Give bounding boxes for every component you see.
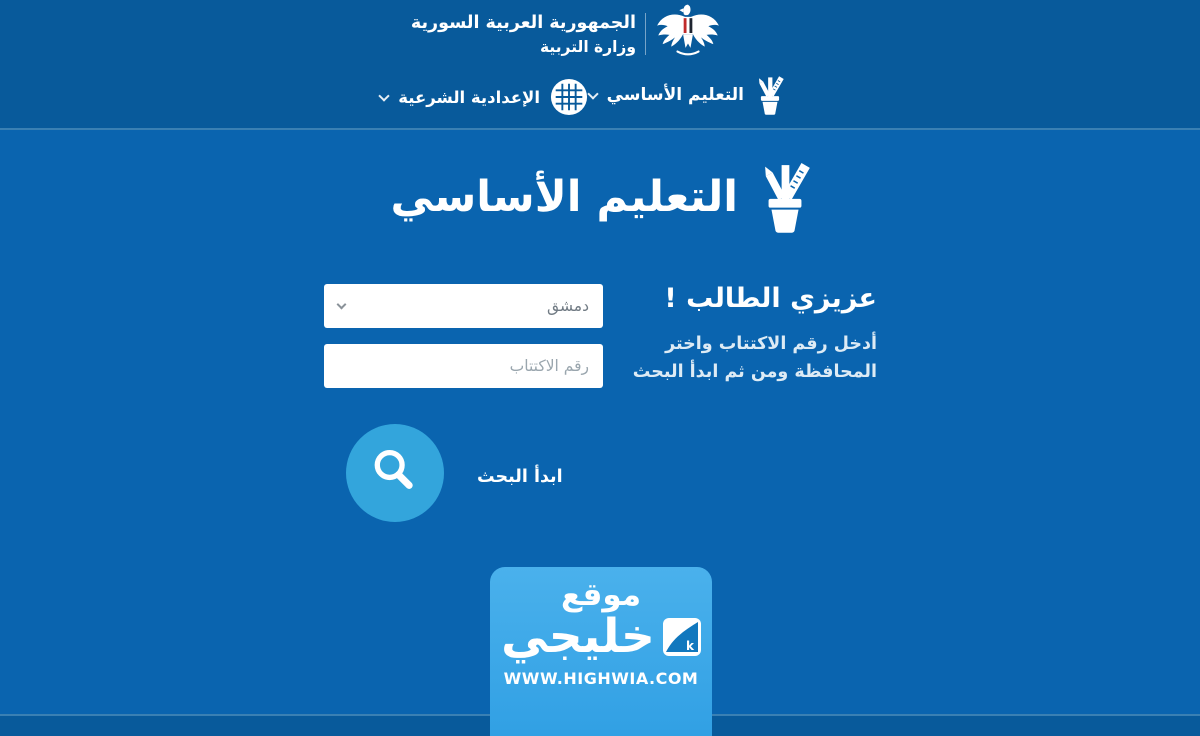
- header-bar: [0, 0, 1200, 130]
- search-button[interactable]: [346, 424, 444, 522]
- search-label: ابدأ البحث: [477, 467, 563, 487]
- nav-label-sharia-preparatory: الإعدادية الشرعية: [398, 87, 540, 107]
- exam-number-input[interactable]: [324, 344, 603, 388]
- republic-title: الجمهورية العربية السورية: [410, 13, 636, 33]
- syrian-eagle-emblem-icon: [654, 2, 722, 64]
- khaleeji-logo-icon: [663, 618, 701, 656]
- student-intro: [597, 283, 877, 387]
- nav-item-sharia-preparatory[interactable]: [380, 78, 588, 116]
- pencil-cup-icon: [754, 74, 786, 116]
- brand-text: [411, 11, 636, 59]
- intro-line-1: أدخل رقم الاكتتاب واختر: [665, 334, 877, 354]
- page-title: التعليم الأساسي: [390, 172, 738, 222]
- nav-item-basic-education[interactable]: [589, 74, 786, 116]
- brand-divider: [645, 13, 646, 55]
- intro-line-2: المحافظة ومن ثم ابدأ البحث: [632, 362, 877, 383]
- intro-heading: عزيزي الطالب !: [664, 283, 877, 314]
- nav-label-basic-education: التعليم الأساسي: [606, 85, 744, 105]
- search-icon: [364, 442, 426, 504]
- pencil-cup-icon: [756, 160, 814, 234]
- watermark-word: موقع: [560, 577, 642, 613]
- watermark-url: WWW.HIGHWIA.COM: [503, 669, 699, 688]
- governorate-selected-value: دمشق: [547, 297, 589, 315]
- svg-text:k: k: [685, 638, 694, 653]
- watermark-brand: خليجي: [501, 609, 655, 664]
- watermark-badge: [490, 567, 712, 736]
- chevron-down-icon: [587, 88, 598, 99]
- chevron-down-icon: [337, 299, 347, 309]
- kufic-rosette-icon: [550, 78, 588, 116]
- governorate-select[interactable]: [324, 284, 603, 328]
- results-form: [324, 284, 603, 388]
- watermark-logo-row: [501, 609, 701, 664]
- ministry-title: وزارة التربية: [540, 38, 636, 57]
- chevron-down-icon: [379, 90, 390, 101]
- section-title: [391, 160, 815, 234]
